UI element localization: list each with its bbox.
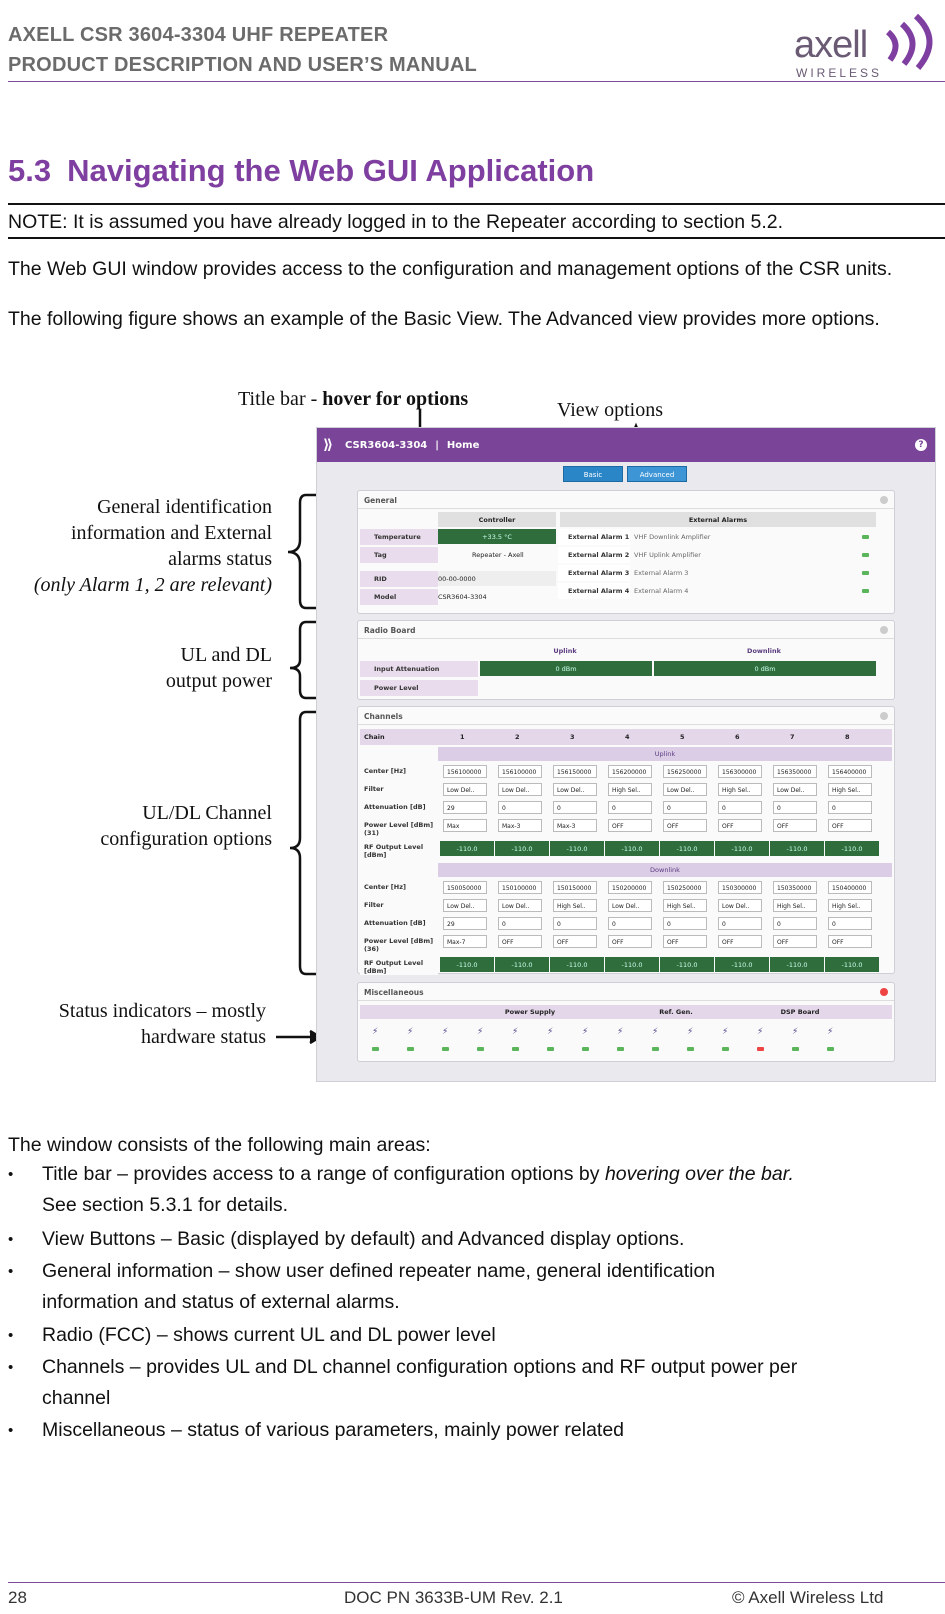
channel-row: [360, 955, 892, 977]
radio-board-panel: [357, 620, 895, 700]
channels-panel: [357, 706, 895, 974]
rf-output-value: -110.0: [715, 957, 769, 972]
channel-row-label: Filter: [360, 897, 438, 913]
doc-number: DOC PN 3633B-UM Rev. 2.1: [344, 1588, 563, 1607]
channel-select[interactable]: 0: [498, 917, 542, 930]
rf-output-value: -110.0: [495, 841, 549, 856]
center-frequency-input[interactable]: 150100000: [498, 881, 542, 894]
miscellaneous-panel: [357, 982, 895, 1062]
status-icon: ⚡: [477, 1027, 484, 1037]
center-frequency-input[interactable]: 156150000: [553, 765, 597, 778]
areas-list-item: • Radio (FCC) – shows current UL and DL power level: [8, 1324, 496, 1346]
rf-output-value: -110.0: [660, 957, 714, 972]
logo-sub: WIRELESS: [796, 66, 883, 80]
channel-select[interactable]: OFF: [663, 819, 707, 832]
rf-output-value: -110.0: [825, 957, 879, 972]
page-number: 28: [8, 1588, 27, 1607]
channel-select[interactable]: Max-3: [553, 819, 597, 832]
model-label: Model: [360, 589, 438, 605]
status-indicator: [652, 1047, 659, 1051]
general-brace: [288, 495, 318, 608]
status-indicator: [477, 1047, 484, 1051]
channel-select[interactable]: OFF: [718, 935, 762, 948]
external-alarms-header: External Alarms: [560, 512, 876, 527]
channel-row-label: Attenuation [dB]: [360, 915, 438, 931]
channel-row: [360, 915, 892, 933]
channel-row: [360, 879, 892, 897]
annotation-radio: UL and DL output power: [165, 644, 272, 692]
status-icon: ⚡: [827, 1027, 834, 1037]
rf-output-value: -110.0: [550, 957, 604, 972]
status-icon: ⚡: [792, 1027, 799, 1037]
center-frequency-input[interactable]: 156350000: [773, 765, 817, 778]
annotation-title-bar: Title bar - hover for options: [238, 388, 469, 410]
view-paragraph: The following figure shows an example of the Basic View. The Advanced view provides more options.: [8, 308, 880, 330]
controller-header: Controller: [438, 512, 556, 527]
rf-output-value: -110.0: [605, 957, 659, 972]
channel-select[interactable]: 0: [663, 917, 707, 930]
footer-rule: [8, 1582, 945, 1583]
power-level-label: Power Level: [360, 680, 478, 696]
external-alarm-row: External Alarm 3 External Alarm 3: [558, 565, 892, 582]
rf-output-value: -110.0: [550, 841, 604, 856]
status-indicator: [512, 1047, 519, 1051]
channel-select[interactable]: OFF: [608, 819, 652, 832]
areas-list-item: • General information – show user defined repeater name, general identification information and status of external alarms.: [8, 1260, 716, 1313]
status-icon: ⚡: [372, 1027, 379, 1037]
gui-home[interactable]: Home: [446, 439, 480, 451]
rf-output-value: -110.0: [825, 841, 879, 856]
channel-select[interactable]: 0: [718, 917, 762, 930]
channel-select[interactable]: Max-3: [498, 819, 542, 832]
channel-row-label: RF Output Level [dBm]: [360, 955, 438, 975]
web-gui-screenshot: [316, 427, 936, 1082]
channel-select[interactable]: OFF: [773, 935, 817, 948]
rf-output-value: -110.0: [770, 957, 824, 972]
channel-select[interactable]: High Sel..: [608, 783, 652, 796]
channel-row-label: Power Level [dBm] (36): [360, 933, 438, 953]
help-icon[interactable]: ?: [915, 439, 927, 451]
rf-output-value: -110.0: [440, 957, 494, 972]
channels-brace: [290, 712, 318, 974]
channel-select[interactable]: High Sel..: [663, 899, 707, 912]
channel-select[interactable]: 0: [828, 917, 872, 930]
status-indicator: [372, 1047, 379, 1051]
channel-select[interactable]: 0: [553, 917, 597, 930]
channel-select[interactable]: Max-7: [443, 935, 487, 948]
status-icon: ⚡: [512, 1027, 519, 1037]
tag-label: Tag: [360, 547, 438, 563]
center-frequency-input[interactable]: 156200000: [608, 765, 652, 778]
uplink-band: Uplink: [438, 747, 892, 761]
status-indicator: [617, 1047, 624, 1051]
channel-select[interactable]: Low Del..: [498, 899, 542, 912]
channels-title: Channels: [358, 707, 894, 725]
radio-downlink-header: Downlink: [747, 647, 781, 655]
status-indicator: [407, 1047, 414, 1051]
center-frequency-input[interactable]: 156250000: [663, 765, 707, 778]
center-frequency-input[interactable]: 150400000: [828, 881, 872, 894]
status-indicator: [827, 1047, 834, 1051]
ref-gen-header: Ref. Gen.: [659, 1008, 693, 1016]
model-value: CSR3604-3304: [438, 593, 487, 601]
advanced-view-button[interactable]: Advanced: [627, 466, 687, 482]
dsp-board-header: DSP Board: [780, 1008, 820, 1016]
channel-select[interactable]: 0: [663, 801, 707, 814]
status-indicator: [722, 1047, 729, 1051]
areas-list-item: • Miscellaneous – status of various parameters, mainly power related: [8, 1419, 625, 1441]
status-icon: ⚡: [547, 1027, 554, 1037]
channel-row-label: Filter: [360, 781, 438, 797]
channel-select[interactable]: Low Del..: [773, 783, 817, 796]
channel-row: [360, 763, 892, 781]
doc-header-line2: PRODUCT DESCRIPTION AND USER’S MANUAL: [8, 54, 477, 76]
center-frequency-input[interactable]: 150150000: [553, 881, 597, 894]
channel-select[interactable]: Low Del..: [498, 783, 542, 796]
temperature-value: +33.5 °C: [438, 529, 556, 544]
gui-title-bar[interactable]: ⟫ CSR3604-3304 | Home ?: [317, 428, 935, 462]
rf-output-value: -110.0: [660, 841, 714, 856]
status-icon: ⚡: [407, 1027, 414, 1037]
status-indicator: [792, 1047, 799, 1051]
channel-row: [360, 897, 892, 915]
general-title: General: [358, 491, 894, 509]
status-indicator: [687, 1047, 694, 1051]
channel-row: [360, 817, 892, 839]
annotation-general: General identification information and External alarms status (only Alarm 1, 2 are relevant): [33, 496, 272, 596]
channel-row-label: RF Output Level [dBm]: [360, 839, 438, 859]
basic-view-button[interactable]: Basic: [563, 466, 623, 482]
external-alarm-row: External Alarm 4 External Alarm 4: [558, 583, 892, 600]
tag-value[interactable]: Repeater - Axell: [472, 551, 524, 559]
center-frequency-input[interactable]: 156400000: [828, 765, 872, 778]
channel-select[interactable]: 0: [498, 801, 542, 814]
power-supply-header: Power Supply: [504, 1008, 556, 1016]
status-icon: ⚡: [582, 1027, 589, 1037]
channel-select[interactable]: Max: [443, 819, 487, 832]
status-indicator: [582, 1047, 589, 1051]
channel-select[interactable]: OFF: [773, 819, 817, 832]
general-panel: [357, 490, 895, 614]
chain-header: Chain 1 2 3 4 5 6 7 8: [360, 729, 892, 745]
radio-board-title: Radio Board: [358, 621, 894, 639]
channel-select[interactable]: Low Del..: [718, 899, 762, 912]
menu-logo-icon: ⟫: [323, 437, 334, 453]
rf-output-value: -110.0: [605, 841, 659, 856]
channel-select[interactable]: 0: [608, 917, 652, 930]
channel-select[interactable]: OFF: [663, 935, 707, 948]
channel-row: [360, 933, 892, 955]
areas-list-item: • Channels – provides UL and DL channel configuration options and RF output power per channel: [8, 1356, 798, 1409]
intro-paragraph: The Web GUI window provides access to the configuration and management options of the CSR units.: [8, 258, 893, 280]
channel-row-label: Attenuation [dB]: [360, 799, 438, 815]
channel-select[interactable]: Low Del..: [608, 899, 652, 912]
external-alarm-row: External Alarm 1 VHF Downlink Amplifier: [558, 529, 892, 546]
annotation-status: Status indicators – mostly hardware status: [58, 1000, 266, 1048]
status-icon: ⚡: [722, 1027, 729, 1037]
channel-select[interactable]: High Sel..: [553, 899, 597, 912]
channel-select[interactable]: OFF: [718, 819, 762, 832]
channel-select[interactable]: Low Del..: [443, 783, 487, 796]
status-icon: ⚡: [442, 1027, 449, 1037]
rf-output-value: -110.0: [495, 957, 549, 972]
channel-row-label: Center [Hz]: [360, 879, 438, 895]
external-alarm-row: External Alarm 2 VHF Uplink Amplifier: [558, 547, 892, 564]
status-icon: ⚡: [757, 1027, 764, 1037]
center-frequency-input[interactable]: 150350000: [773, 881, 817, 894]
copyright: © Axell Wireless Ltd: [732, 1588, 884, 1607]
channel-select[interactable]: OFF: [498, 935, 542, 948]
channel-row: [360, 781, 892, 799]
channel-select[interactable]: 29: [443, 917, 487, 930]
status-indicator: [442, 1047, 449, 1051]
center-frequency-input[interactable]: 150300000: [718, 881, 762, 894]
rid-label: RID: [360, 571, 438, 587]
center-frequency-input[interactable]: 156100000: [498, 765, 542, 778]
status-icon: ⚡: [652, 1027, 659, 1037]
channel-select[interactable]: 0: [553, 801, 597, 814]
areas-list-item: • View Buttons – Basic (displayed by default) and Advanced display options.: [8, 1228, 685, 1250]
status-indicator: [547, 1047, 554, 1051]
rf-output-value: -110.0: [770, 841, 824, 856]
channel-select[interactable]: Low Del..: [443, 899, 487, 912]
logo-word: axell: [794, 24, 868, 66]
channel-select[interactable]: 29: [443, 801, 487, 814]
channel-select[interactable]: 0: [773, 917, 817, 930]
status-icon: ⚡: [687, 1027, 694, 1037]
center-frequency-input[interactable]: 156100000: [443, 765, 487, 778]
gui-title: CSR3604-3304: [345, 439, 428, 451]
section-heading: 5.3 Navigating the Web GUI Application: [8, 153, 595, 188]
channel-select[interactable]: High Sel..: [718, 783, 762, 796]
radio-uplink-header: Uplink: [553, 647, 577, 655]
downlink-band: Downlink: [438, 863, 892, 877]
center-frequency-input[interactable]: 150200000: [608, 881, 652, 894]
uplink-attenuation-value: 0 dBm: [480, 661, 652, 676]
channel-row: [360, 799, 892, 817]
channel-select[interactable]: 0: [608, 801, 652, 814]
channel-row-label: Power Level [dBm] (31): [360, 817, 438, 837]
channel-row-label: Center [Hz]: [360, 763, 438, 779]
channel-select[interactable]: 0: [718, 801, 762, 814]
channel-select[interactable]: OFF: [608, 935, 652, 948]
rf-output-value: -110.0: [715, 841, 769, 856]
channel-select[interactable]: High Sel..: [773, 899, 817, 912]
channel-select[interactable]: OFF: [553, 935, 597, 948]
channel-select[interactable]: High Sel..: [828, 899, 872, 912]
channel-select[interactable]: 0: [828, 801, 872, 814]
miscellaneous-title: Miscellaneous: [358, 983, 894, 1001]
rf-output-value: -110.0: [440, 841, 494, 856]
areas-intro: The window consists of the following main areas:: [8, 1134, 431, 1156]
channel-row: [360, 839, 892, 861]
channel-select[interactable]: High Sel..: [828, 783, 872, 796]
downlink-attenuation-value: 0 dBm: [654, 661, 876, 676]
rid-value: 00-00-0000: [438, 571, 556, 586]
radio-brace: [290, 622, 318, 698]
channel-select[interactable]: Low Del..: [553, 783, 597, 796]
channel-select[interactable]: 0: [773, 801, 817, 814]
center-frequency-input[interactable]: 150250000: [663, 881, 707, 894]
doc-header-line1: AXELL CSR 3604-3304 UHF REPEATER: [8, 24, 389, 46]
status-icon: ⚡: [617, 1027, 624, 1037]
annotation-channels: UL/DL Channel configuration options: [100, 802, 272, 850]
channel-select[interactable]: Low Del..: [663, 783, 707, 796]
note-text: NOTE: It is assumed you have already logged in to the Repeater according to section 5.2.: [8, 211, 784, 233]
center-frequency-input[interactable]: 156300000: [718, 765, 762, 778]
channel-select[interactable]: OFF: [828, 819, 872, 832]
channel-select[interactable]: OFF: [828, 935, 872, 948]
status-indicator: [757, 1047, 764, 1051]
annotation-view-options: View options: [557, 399, 664, 421]
input-attenuation-label: Input Attenuation: [360, 661, 478, 677]
center-frequency-input[interactable]: 150050000: [443, 881, 487, 894]
temperature-label: Temperature: [360, 529, 438, 545]
areas-list-item: • Title bar – provides access to a range of configuration options by hovering over the bar. See section 5.3.1 for details.: [8, 1163, 794, 1216]
